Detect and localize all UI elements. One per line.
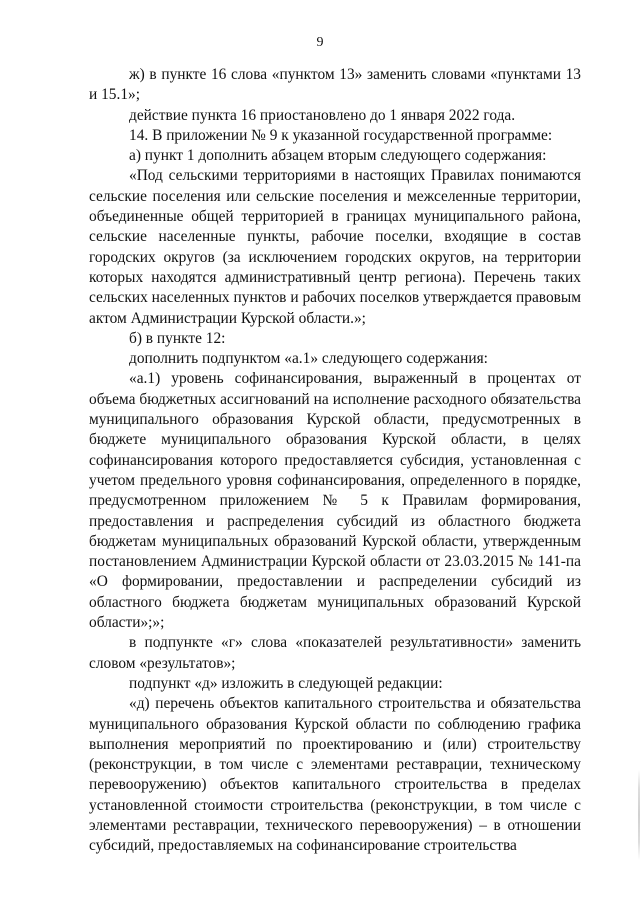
paragraph: а) пункт 1 дополнить абзацем вторым следующего содержания:: [129, 147, 547, 165]
paragraph-last: «д) перечень объектов капитального строительства и обязательства муниципального образования Курской области по соблюдению графика выполнения мероприятий по проектированию и (или) строительству (реконструкции, в том числе с элементами реставрации, техническому перевооружению) объектов капитального строительства в пределах установленной стоимости строительства (реконструкции, в том числе с элементами реставрации, технического перевооружения) – в отношении субсидий, предоставляемых на софинансирование строительства: [89, 695, 581, 855]
page-number: 9: [316, 35, 324, 50]
paragraph: «а.1) уровень софинансирования, выраженный в процентах от объема бюджетных ассигнований на исполнение расходного обязательства муниципального образования Курской области, предусмотренных в бюджете муниципального образования Курской области, в целях софинансирования которого предоставляется субсидия, установленная с учетом предельного уровня софинансирования, определенного в порядке, предусмотренном приложением № 5 к Правилам формирования, предоставления и распределения субсидий из областного бюджета бюджетам муниципальных образований Курской области, утвержденным постановлением Администрации Курской области от 23.03.2015 № 141-па «О формировании, предоставлении и распределении субсидий из областного бюджета бюджетам муниципальных образований Курской области»;»;: [89, 370, 581, 632]
paragraph: действие пункта 16 приостановлено до 1 января 2022 года.: [129, 106, 516, 124]
paragraph: подпункт «д» изложить в следующей редакции:: [129, 674, 443, 692]
paragraph: «Под сельскими территориями в настоящих Правилах понимаются сельские поселения или сельские поселения и межселенные территории, объединенные общей территорией в границах муниципального района, сельские населенные пункты, рабочие поселки, входящие в состав городских округов (за исключением городских округов, на территории которых находятся административный центр региона). Перечень таких сельских населенных пунктов и рабочих поселков утверждается правовым актом Администрации Курской области.»;: [89, 167, 581, 327]
document-body: [89, 65, 581, 857]
paragraph: в подпункте «г» слова «показателей результативности» заменить словом «результатов»;: [89, 634, 581, 672]
paragraph: ж) в пункте 16 слова «пунктом 13» заменить словами «пунктами 13 и 15.1»;: [89, 66, 581, 104]
paragraph: дополнить подпунктом «а.1» следующего содержания:: [129, 350, 488, 368]
paragraph: 14. В приложении № 9 к указанной государственной программе:: [129, 126, 553, 144]
paragraph: б) в пункте 12:: [129, 329, 226, 347]
